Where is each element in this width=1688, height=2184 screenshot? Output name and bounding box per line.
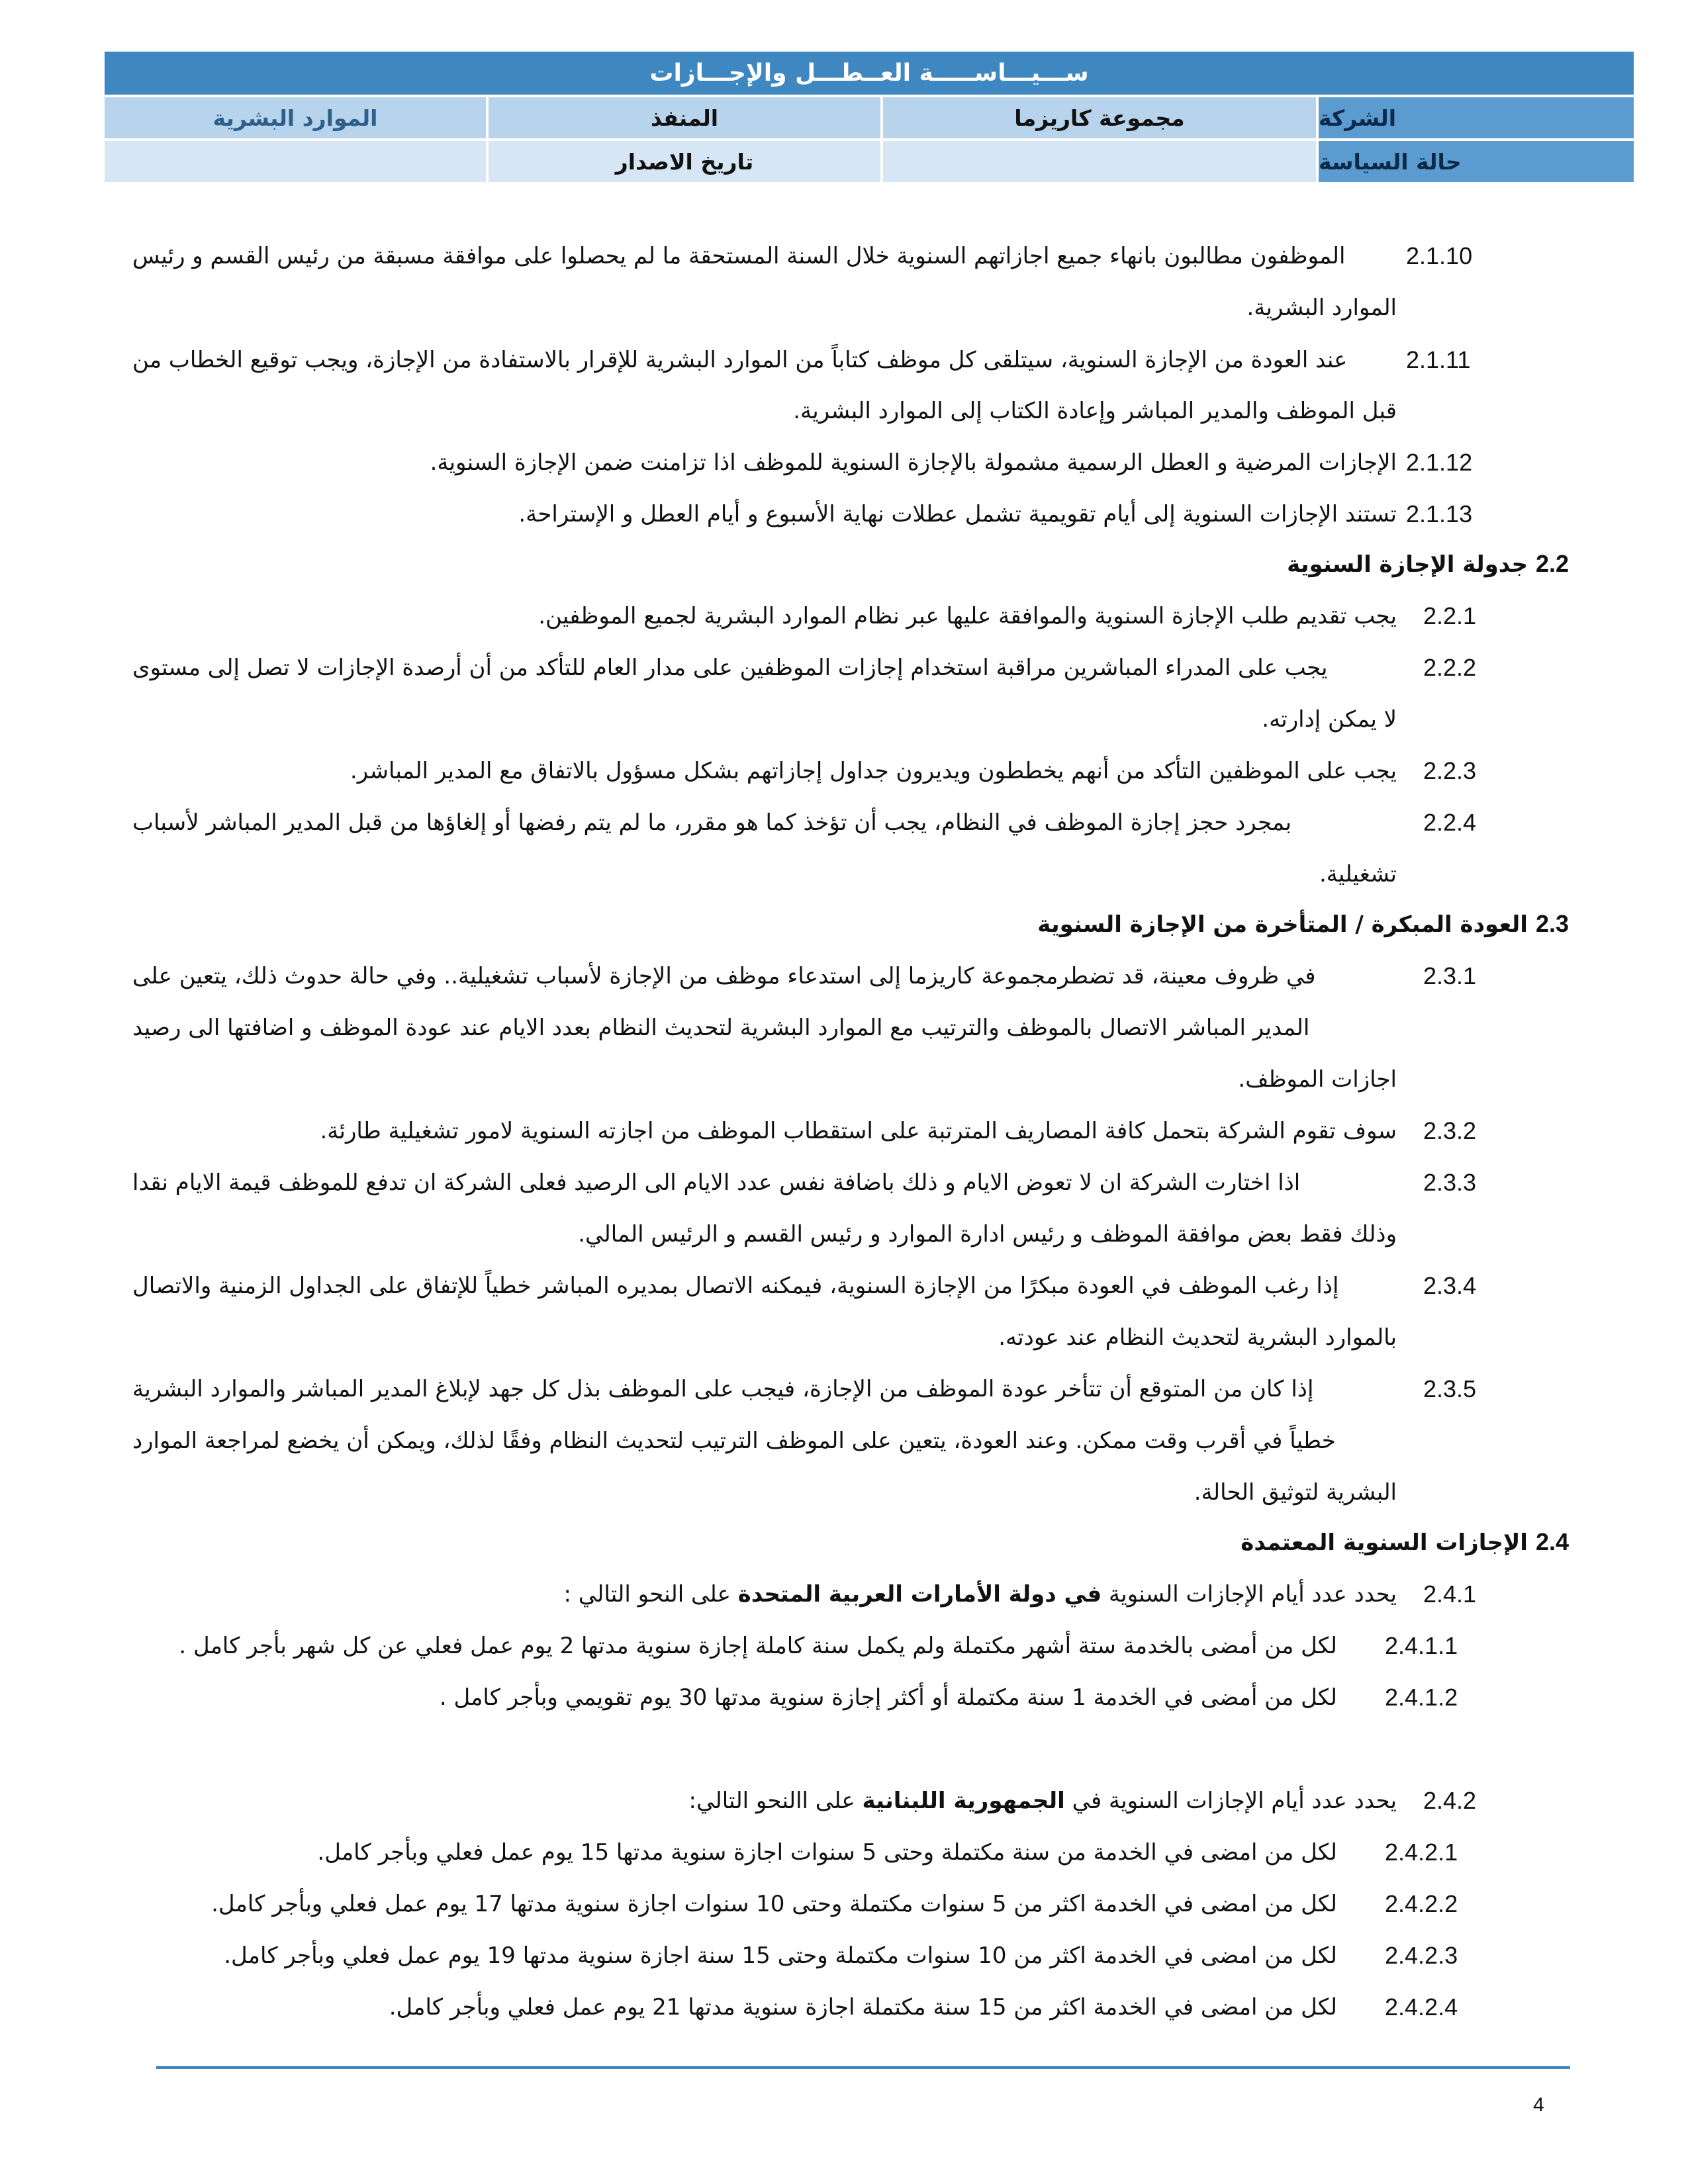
issue-date-label: تاريخ الاصدار <box>487 140 882 183</box>
item-number: 2.1.13 <box>1406 500 1473 527</box>
paragraph-line: لكل من أمضى بالخدمة ستة أشهر مكتملة ولم يكمل سنة كاملة إجازة سنوية مدتها 2 يوم عمل فعلي عن كل شهر بأجر كامل . <box>179 1633 1337 1659</box>
item-number: 2.4.2.1 <box>1385 1839 1458 1866</box>
paragraph-line: وذلك فقط بعض موافقة الموظف و رئيس ادارة الموارد و رئيس القسم و الرئيس المالي. <box>578 1221 1397 1248</box>
section-number: 2.4 <box>1535 1528 1569 1555</box>
section-heading <box>1287 544 1569 584</box>
footer-divider <box>156 2066 1570 2069</box>
paragraph-line: يجب على المدراء المباشرين مراقبة استخدام إجازات الموظفين على مدار العام للتأكد من أن أرصدة الإجازات لا تصل إلى مستوى <box>132 655 1328 681</box>
item-number: 2.1.12 <box>1406 449 1473 476</box>
paragraph-line: لكل من امضى في الخدمة من سنة مكتملة وحتى 5 سنوات اجازة سنوية مدتها 15 يوم عمل فعلي وبأجر كامل. <box>317 1839 1337 1866</box>
item-number: 2.4.1 <box>1423 1580 1477 1608</box>
item-number: 2.4.2 <box>1423 1787 1477 1814</box>
item-number: 2.4.1.1 <box>1385 1632 1458 1659</box>
paragraph-line: لكل من امضى في الخدمة اكثر من 10 سنوات مكتملة وحتى 15 سنة اجازة سنوية مدتها 19 يوم عمل فعلي وبأجر كامل. <box>224 1942 1337 1969</box>
paragraph-line <box>132 1569 1397 1620</box>
item-number: 2.1.11 <box>1406 346 1471 373</box>
header-row-status <box>103 140 1635 183</box>
paragraph-line: بالموارد البشرية لتحديث النظام عند عودته. <box>998 1324 1397 1351</box>
paragraph-line: الإجازات المرضية و العطل الرسمية مشمولة بالإجازة السنوية للموظف اذا تزامنت ضمن الإجازة السنوية. <box>430 449 1397 476</box>
policy-title: ســـيـــاســـــة العــطـــل والإجـــازات <box>103 50 1635 96</box>
item-number: 2.3.1 <box>1423 962 1477 989</box>
paragraph-line: اذا اختارت الشركة ان لا تعوض الايام و ذلك باضافة نفس عدد الايام الى الرصيد فعلى الشركة ان تدفع للموظف قيمة الايام نقدا <box>132 1169 1301 1196</box>
section-heading <box>1037 904 1569 944</box>
text-run: يحدد عدد أيام الإجازات السنوية في <box>1064 1788 1397 1814</box>
item-number: 2.4.2.3 <box>1385 1942 1458 1969</box>
issue-date-value <box>103 140 487 183</box>
section-title: العودة المبكرة / المتأخرة من الإجازة السنوية <box>1037 911 1528 938</box>
text-run: على النحو التالي : <box>563 1581 738 1608</box>
item-number: 2.3.5 <box>1423 1375 1477 1402</box>
paragraph-line: إذا كان من المتوقع أن تتأخر عودة الموظف من الإجازة، فيجب على الموظف بذل كل جهد لإبلاغ المدير المباشر والموارد البشرية <box>132 1376 1314 1402</box>
company-value: مجموعة كاريزما <box>882 96 1317 140</box>
paragraph-line: إذا رغب الموظف في العودة مبكرًا من الإجازة السنوية، فيمكنه الاتصال بمديره المباشر خطياً للإتفاق على الجداول الزمنية والاتصال <box>132 1273 1339 1299</box>
section-heading <box>1241 1522 1569 1563</box>
paragraph-line: البشرية لتوثيق الحالة. <box>1194 1479 1397 1506</box>
paragraph-line: اجازات الموظف. <box>1238 1066 1397 1093</box>
item-number: 2.3.3 <box>1423 1169 1477 1196</box>
paragraph-line: يجب تقديم طلب الإجازة السنوية والموافقة عليها عبر نظام الموارد البشرية لجميع الموظفين. <box>538 603 1397 629</box>
paragraph-line: بمجرد حجز إجازة الموظف في النظام، يجب أن تؤخذ كما هو مقرر، ما لم يتم رفضها أو إلغاؤها من قبل المدير المباشر لأسباب <box>132 809 1292 836</box>
item-number: 2.3.4 <box>1423 1272 1477 1299</box>
paragraph-line: في ظروف معينة، قد تضطرمجموعة كاريزما إلى استدعاء موظف من الإجازة لأسباب تشغيلية.. وفي حالة حدوث ذلك، يتعين على <box>132 963 1316 989</box>
page-number: 4 <box>1533 2094 1544 2116</box>
status-value <box>882 140 1317 183</box>
item-number: 2.4.2.2 <box>1385 1890 1458 1917</box>
item-number: 2.2.4 <box>1423 809 1477 836</box>
item-number: 2.2.1 <box>1423 602 1477 629</box>
paragraph-line: لكل من أمضى في الخدمة 1 سنة مكتملة أو أكثر إجازة سنوية مدتها 30 يوم تقويمي وبأجر كامل . <box>439 1684 1337 1711</box>
country-name-bold: الجمهورية اللبنانية <box>862 1788 1065 1814</box>
section-number: 2.3 <box>1535 910 1569 937</box>
item-number: 2.4.1.2 <box>1385 1684 1458 1711</box>
section-title: الإجازات السنوية المعتمدة <box>1241 1529 1528 1556</box>
section-number: 2.2 <box>1535 550 1569 577</box>
header-row-company <box>103 96 1635 140</box>
paragraph-line: قبل الموظف والمدير المباشر وإعادة الكتاب إلى الموارد البشرية. <box>793 398 1397 424</box>
paragraph-line: لا يمكن إدارته. <box>1262 706 1397 733</box>
executor-value: الموارد البشرية <box>103 96 487 140</box>
paragraph-line: تستند الإجازات السنوية إلى أيام تقويمية تشمل عطلات نهاية الأسبوع و أيام العطل و الإستراحة. <box>518 501 1397 527</box>
item-number: 2.2.3 <box>1423 757 1477 784</box>
item-number: 2.1.10 <box>1406 242 1473 269</box>
executor-label: المنفذ <box>487 96 882 140</box>
paragraph-line: الموظفون مطالبون بانهاء جميع اجازاتهم السنوية خلال السنة المستحقة ما لم يحصلوا على موافقة مسبقة من رئيس القسم و رئيس <box>132 243 1346 269</box>
text-run: على االنحو التالي: <box>688 1788 863 1814</box>
status-label: حالة السياسة <box>1317 140 1635 183</box>
country-name-bold: في دولة الأمارات العربية المتحدة <box>737 1581 1102 1608</box>
paragraph-line: لكل من امضى في الخدمة اكثر من 5 سنوات مكتملة وحتى 10 سنوات اجازة سنوية مدتها 17 يوم عمل فعلي وبأجر كامل. <box>211 1891 1337 1917</box>
paragraph-line: عند العودة من الإجازة السنوية، سيتلقى كل موظف كتاباً من الموارد البشرية للإقرار بالاستفادة من الإجازة، ويجب توقيع الخطاب من <box>132 347 1348 373</box>
item-number: 2.4.2.4 <box>1385 1993 1458 2021</box>
paragraph-line: خطياً في أقرب وقت ممكن. وعند العودة، يتعين على الموظف الترتيب لتحديث النظام وفقًا لذلك، ويمكن أن يخضع لمراجعة الموارد <box>132 1428 1336 1454</box>
policy-header-table <box>103 50 1635 183</box>
company-label: الشركة <box>1317 96 1635 140</box>
paragraph-line: لكل من امضى في الخدمة اكثر من 15 سنة مكتملة اجازة سنوية مدتها 21 يوم عمل فعلي وبأجر كامل. <box>389 1994 1337 2021</box>
paragraph-line: تشغيلية. <box>1319 861 1397 887</box>
paragraph-line: المدير المباشر الاتصال بالموظف والترتيب مع الموارد البشرية لتحديث النظام بعدد الايام عند عودة الموظف و اضافتها الى رصيد <box>132 1015 1310 1041</box>
paragraph-line: يجب على الموظفين التأكد من أنهم يخططون ويديرون جداول إجازاتهم بشكل مسؤول بالاتفاق مع المدير المباشر. <box>350 758 1397 784</box>
item-number: 2.3.2 <box>1423 1117 1477 1144</box>
paragraph-line: سوف تقوم الشركة بتحمل كافة المصاريف المترتبة على استقطاب الموظف من اجازته السنوية لامور تشغيلية طارئة. <box>320 1118 1397 1144</box>
paragraph-line <box>132 1775 1397 1827</box>
text-run: يحدد عدد أيام الإجازات السنوية <box>1102 1581 1397 1608</box>
paragraph-line: الموارد البشرية. <box>1246 295 1397 321</box>
section-title: جدولة الإجازة السنوية <box>1287 551 1528 578</box>
item-number: 2.2.2 <box>1423 654 1477 681</box>
